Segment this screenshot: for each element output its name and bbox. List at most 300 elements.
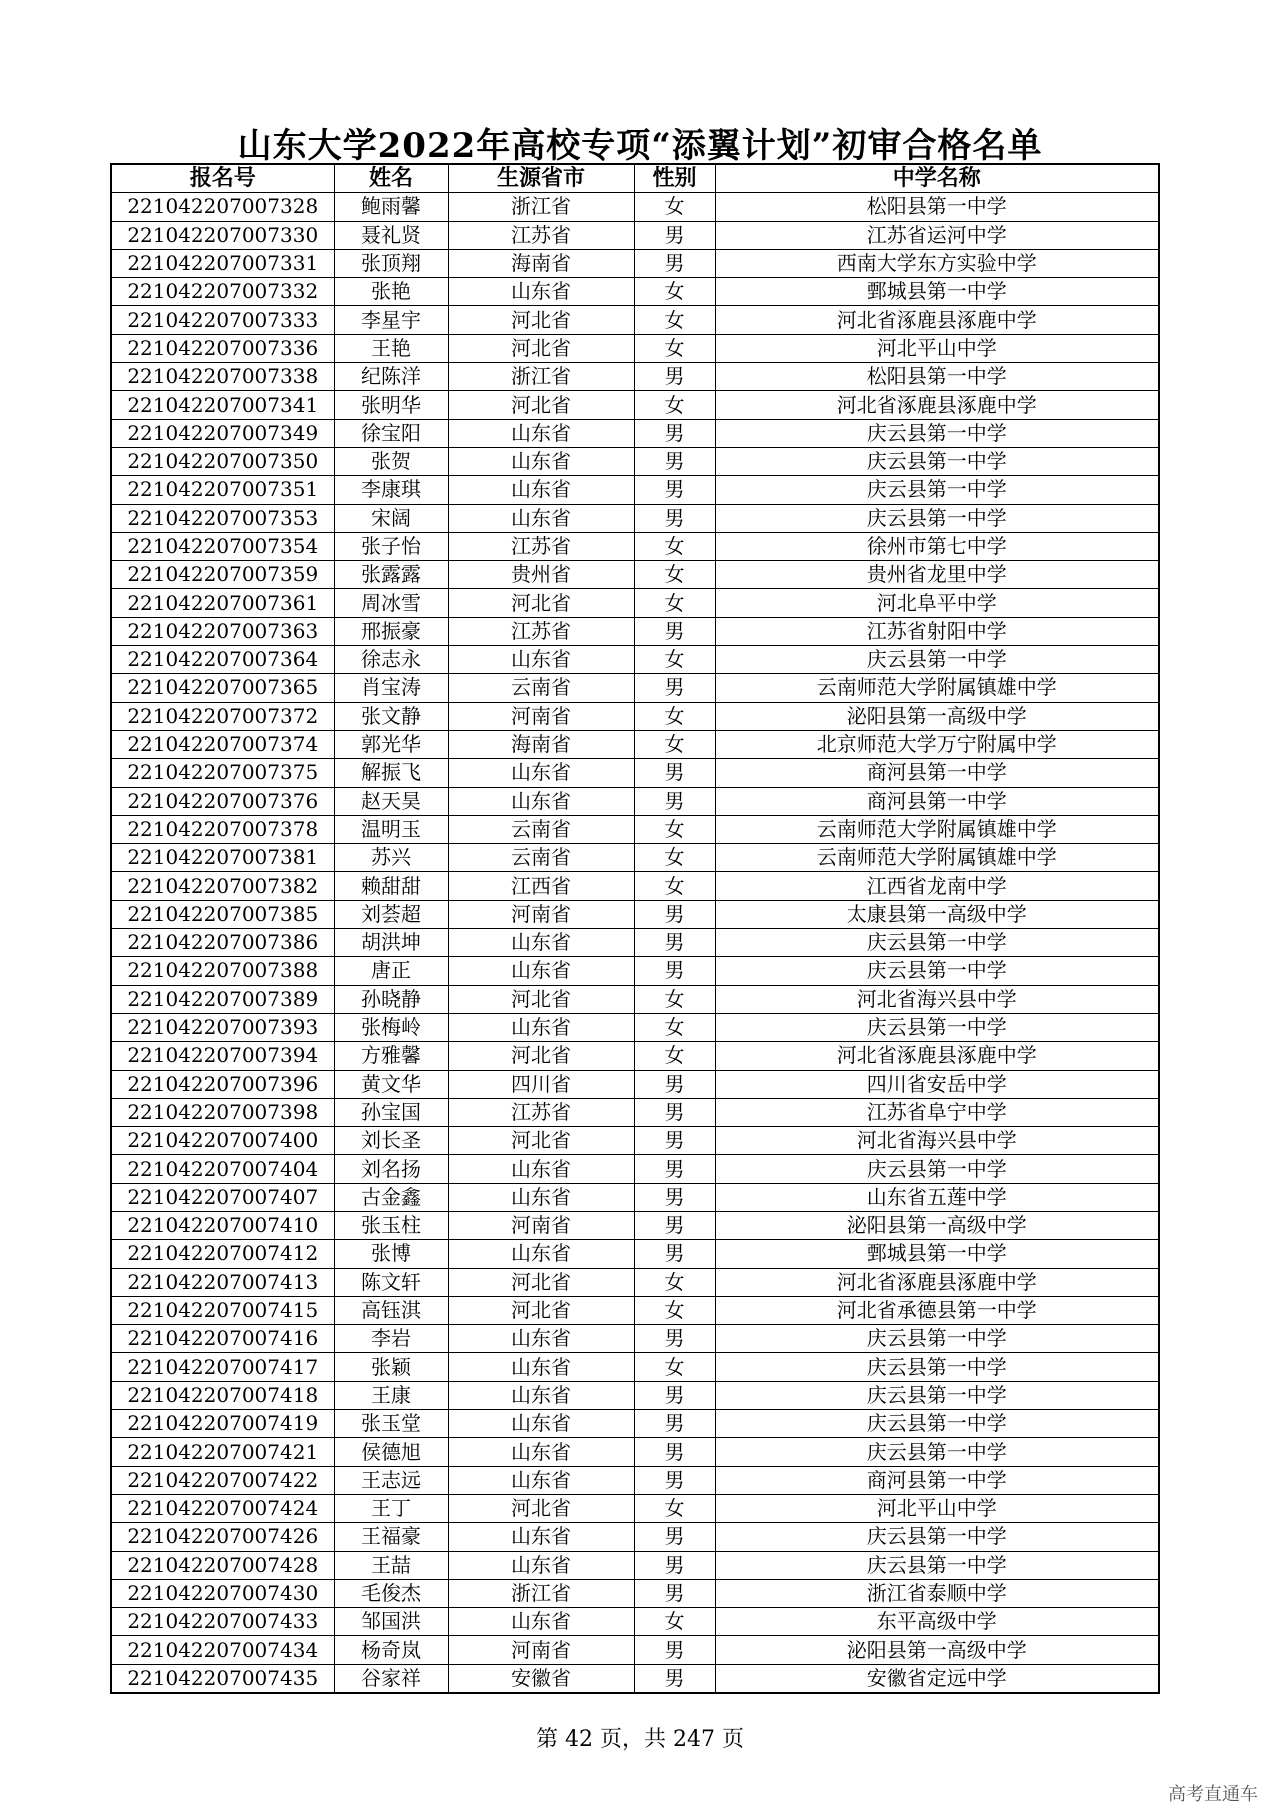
cell-school: 庆云县第一中学 [715,929,1159,957]
cell-gender: 男 [634,1098,715,1126]
cell-gender: 男 [634,1551,715,1579]
cell-registration-no: 221042207007434 [111,1636,334,1664]
cell-province: 山东省 [448,1551,634,1579]
cell-gender: 男 [634,759,715,787]
table-row [111,306,1159,334]
cell-registration-no: 221042207007418 [111,1381,334,1409]
cell-gender: 女 [634,844,715,872]
cell-school: 庆云县第一中学 [715,1551,1159,1579]
table-row [111,1438,1159,1466]
cell-name: 谷家祥 [334,1664,448,1693]
cell-school: 安徽省定远中学 [715,1664,1159,1693]
cell-registration-no: 221042207007400 [111,1127,334,1155]
cell-name: 古金鑫 [334,1183,448,1211]
cell-school: 徐州市第七中学 [715,532,1159,560]
cell-school: 河北平山中学 [715,334,1159,362]
cell-name: 王康 [334,1381,448,1409]
cell-school: 太康县第一高级中学 [715,900,1159,928]
cell-registration-no: 221042207007398 [111,1098,334,1126]
cell-school: 庆云县第一中学 [715,1013,1159,1041]
cell-registration-no: 221042207007396 [111,1070,334,1098]
cell-province: 山东省 [448,1466,634,1494]
cell-province: 山东省 [448,1183,634,1211]
cell-gender: 男 [634,900,715,928]
cell-school: 庆云县第一中学 [715,1325,1159,1353]
cell-gender: 男 [634,674,715,702]
cell-school: 庆云县第一中学 [715,1353,1159,1381]
cell-school: 商河县第一中学 [715,1466,1159,1494]
cell-gender: 男 [634,221,715,249]
cell-gender: 男 [634,787,715,815]
cell-school: 庆云县第一中学 [715,447,1159,475]
cell-province: 山东省 [448,419,634,447]
cell-registration-no: 221042207007416 [111,1325,334,1353]
cell-school: 云南师范大学附属镇雄中学 [715,815,1159,843]
cell-name: 苏兴 [334,844,448,872]
cell-registration-no: 221042207007359 [111,561,334,589]
cell-school: 河北省涿鹿县涿鹿中学 [715,391,1159,419]
cell-province: 山东省 [448,1438,634,1466]
cell-gender: 男 [634,1127,715,1155]
cell-province: 山东省 [448,1608,634,1636]
cell-registration-no: 221042207007361 [111,589,334,617]
cell-gender: 男 [634,1381,715,1409]
table-row [111,702,1159,730]
cell-province: 河南省 [448,1211,634,1239]
cell-school: 泌阳县第一高级中学 [715,1211,1159,1239]
table-row [111,1042,1159,1070]
cell-province: 贵州省 [448,561,634,589]
cell-registration-no: 221042207007389 [111,985,334,1013]
cell-province: 江苏省 [448,532,634,560]
cell-registration-no: 221042207007385 [111,900,334,928]
cell-registration-no: 221042207007435 [111,1664,334,1693]
cell-name: 李岩 [334,1325,448,1353]
table-row [111,1183,1159,1211]
cell-registration-no: 221042207007410 [111,1211,334,1239]
cell-province: 云南省 [448,844,634,872]
cell-gender: 女 [634,646,715,674]
cell-gender: 男 [634,929,715,957]
table-row [111,1551,1159,1579]
cell-province: 山东省 [448,1381,634,1409]
cell-name: 纪陈洋 [334,363,448,391]
cell-gender: 女 [634,730,715,758]
table-row [111,985,1159,1013]
cell-registration-no: 221042207007328 [111,193,334,221]
cell-name: 张子怡 [334,532,448,560]
cell-name: 孙宝国 [334,1098,448,1126]
table-row [111,646,1159,674]
cell-name: 张颖 [334,1353,448,1381]
cell-name: 张梅岭 [334,1013,448,1041]
table-row [111,391,1159,419]
table-row [111,1013,1159,1041]
cell-province: 山东省 [448,929,634,957]
cell-province: 江西省 [448,872,634,900]
cell-province: 海南省 [448,730,634,758]
table-row [111,249,1159,277]
cell-name: 张文静 [334,702,448,730]
cell-name: 王艳 [334,334,448,362]
cell-name: 王喆 [334,1551,448,1579]
cell-province: 山东省 [448,1013,634,1041]
column-header-gender: 性别 [634,164,715,193]
cell-gender: 女 [634,815,715,843]
cell-school: 商河县第一中学 [715,787,1159,815]
cell-school: 河北省涿鹿县涿鹿中学 [715,1268,1159,1296]
cell-name: 邹国洪 [334,1608,448,1636]
cell-gender: 男 [634,1155,715,1183]
table-row [111,1353,1159,1381]
cell-province: 山东省 [448,957,634,985]
table-row [111,221,1159,249]
cell-province: 海南省 [448,249,634,277]
cell-school: 河北省涿鹿县涿鹿中学 [715,1042,1159,1070]
page-footer: 第 42 页，共 247 页 [536,1727,744,1752]
cell-gender: 男 [634,957,715,985]
cell-province: 河北省 [448,391,634,419]
cell-registration-no: 221042207007353 [111,504,334,532]
table-row [111,1523,1159,1551]
cell-school: 鄄城县第一中学 [715,1240,1159,1268]
cell-province: 山东省 [448,278,634,306]
table-row [111,957,1159,985]
cell-gender: 男 [634,1664,715,1693]
cell-gender: 女 [634,985,715,1013]
cell-school: 云南师范大学附属镇雄中学 [715,844,1159,872]
cell-province: 山东省 [448,759,634,787]
cell-province: 江苏省 [448,221,634,249]
cell-name: 王福豪 [334,1523,448,1551]
table-row [111,759,1159,787]
cell-registration-no: 221042207007350 [111,447,334,475]
table-row [111,1466,1159,1494]
cell-province: 山东省 [448,1523,634,1551]
cell-name: 郭光华 [334,730,448,758]
table-row [111,1410,1159,1438]
cell-gender: 男 [634,447,715,475]
cell-gender: 女 [634,532,715,560]
cell-school: 河北省海兴县中学 [715,1127,1159,1155]
cell-registration-no: 221042207007422 [111,1466,334,1494]
cell-gender: 女 [634,1042,715,1070]
cell-gender: 男 [634,1438,715,1466]
cell-school: 庆云县第一中学 [715,957,1159,985]
cell-registration-no: 221042207007415 [111,1296,334,1324]
cell-province: 山东省 [448,1410,634,1438]
cell-province: 山东省 [448,787,634,815]
cell-school: 鄄城县第一中学 [715,278,1159,306]
table-row [111,844,1159,872]
cell-name: 张露露 [334,561,448,589]
cell-registration-no: 221042207007376 [111,787,334,815]
cell-school: 庆云县第一中学 [715,504,1159,532]
cell-gender: 女 [634,391,715,419]
table-row [111,1608,1159,1636]
cell-school: 泌阳县第一高级中学 [715,702,1159,730]
cell-province: 江苏省 [448,617,634,645]
cell-gender: 男 [634,1523,715,1551]
cell-name: 宋阔 [334,504,448,532]
cell-registration-no: 221042207007419 [111,1410,334,1438]
cell-gender: 女 [634,1353,715,1381]
cell-province: 云南省 [448,815,634,843]
table-row [111,872,1159,900]
cell-province: 山东省 [448,646,634,674]
table-row [111,617,1159,645]
cell-province: 河北省 [448,1268,634,1296]
cell-registration-no: 221042207007365 [111,674,334,702]
cell-registration-no: 221042207007381 [111,844,334,872]
cell-registration-no: 221042207007417 [111,1353,334,1381]
cell-name: 黄文华 [334,1070,448,1098]
cell-province: 浙江省 [448,1579,634,1607]
table-row [111,1098,1159,1126]
table-row [111,1070,1159,1098]
cell-school: 山东省五莲中学 [715,1183,1159,1211]
table-row [111,589,1159,617]
cell-gender: 男 [634,249,715,277]
table-row [111,1155,1159,1183]
cell-name: 张明华 [334,391,448,419]
cell-registration-no: 221042207007404 [111,1155,334,1183]
cell-province: 四川省 [448,1070,634,1098]
table-body [111,193,1159,1693]
cell-province: 云南省 [448,674,634,702]
table-row [111,561,1159,589]
table-row [111,1664,1159,1693]
table-row [111,1296,1159,1324]
cell-province: 河北省 [448,1494,634,1522]
table-row [111,476,1159,504]
table-row [111,674,1159,702]
cell-registration-no: 221042207007386 [111,929,334,957]
cell-gender: 女 [634,1494,715,1522]
column-header-school: 中学名称 [715,164,1159,193]
cell-gender: 男 [634,617,715,645]
cell-province: 山东省 [448,1240,634,1268]
cell-registration-no: 221042207007332 [111,278,334,306]
cell-name: 胡洪坤 [334,929,448,957]
cell-registration-no: 221042207007354 [111,532,334,560]
cell-name: 李星宇 [334,306,448,334]
cell-name: 李康琪 [334,476,448,504]
table-row [111,815,1159,843]
roster-table [110,163,1160,1694]
cell-province: 山东省 [448,476,634,504]
cell-province: 浙江省 [448,363,634,391]
table-row [111,447,1159,475]
cell-gender: 男 [634,1325,715,1353]
cell-registration-no: 221042207007394 [111,1042,334,1070]
cell-registration-no: 221042207007331 [111,249,334,277]
table-row [111,419,1159,447]
cell-name: 张玉堂 [334,1410,448,1438]
cell-name: 张顶翔 [334,249,448,277]
cell-registration-no: 221042207007378 [111,815,334,843]
cell-gender: 女 [634,1268,715,1296]
cell-registration-no: 221042207007393 [111,1013,334,1041]
cell-name: 赖甜甜 [334,872,448,900]
cell-registration-no: 221042207007421 [111,1438,334,1466]
cell-name: 王丁 [334,1494,448,1522]
cell-gender: 女 [634,1296,715,1324]
table-row [111,1325,1159,1353]
cell-name: 侯德旭 [334,1438,448,1466]
column-header-name: 姓名 [334,164,448,193]
cell-gender: 女 [634,702,715,730]
cell-name: 徐志永 [334,646,448,674]
cell-school: 河北阜平中学 [715,589,1159,617]
cell-gender: 男 [634,363,715,391]
cell-name: 温明玉 [334,815,448,843]
table-row [111,1211,1159,1239]
cell-name: 毛俊杰 [334,1579,448,1607]
cell-province: 河北省 [448,306,634,334]
cell-province: 河北省 [448,985,634,1013]
cell-school: 江苏省阜宁中学 [715,1098,1159,1126]
table-row [111,193,1159,221]
cell-registration-no: 221042207007433 [111,1608,334,1636]
cell-province: 山东省 [448,1325,634,1353]
cell-province: 河北省 [448,1296,634,1324]
cell-school: 庆云县第一中学 [715,1523,1159,1551]
table-row [111,730,1159,758]
cell-registration-no: 221042207007388 [111,957,334,985]
cell-school: 庆云县第一中学 [715,419,1159,447]
cell-registration-no: 221042207007412 [111,1240,334,1268]
cell-gender: 男 [634,1636,715,1664]
cell-gender: 男 [634,504,715,532]
cell-name: 周冰雪 [334,589,448,617]
cell-gender: 女 [634,193,715,221]
cell-school: 河北省承德县第一中学 [715,1296,1159,1324]
cell-registration-no: 221042207007413 [111,1268,334,1296]
cell-gender: 女 [634,561,715,589]
cell-school: 庆云县第一中学 [715,1410,1159,1438]
cell-name: 邢振豪 [334,617,448,645]
cell-registration-no: 221042207007363 [111,617,334,645]
cell-registration-no: 221042207007374 [111,730,334,758]
cell-registration-no: 221042207007424 [111,1494,334,1522]
cell-province: 河南省 [448,1636,634,1664]
cell-gender: 男 [634,1240,715,1268]
cell-registration-no: 221042207007333 [111,306,334,334]
table-row [111,1579,1159,1607]
cell-province: 河南省 [448,900,634,928]
table-header-row [111,164,1159,193]
cell-gender: 男 [634,476,715,504]
cell-school: 江西省龙南中学 [715,872,1159,900]
cell-school: 庆云县第一中学 [715,1381,1159,1409]
cell-gender: 女 [634,306,715,334]
cell-name: 陈文轩 [334,1268,448,1296]
cell-school: 庆云县第一中学 [715,1155,1159,1183]
cell-school: 贵州省龙里中学 [715,561,1159,589]
cell-registration-no: 221042207007407 [111,1183,334,1211]
cell-registration-no: 221042207007351 [111,476,334,504]
cell-name: 王志远 [334,1466,448,1494]
table-row [111,278,1159,306]
table-row [111,363,1159,391]
cell-registration-no: 221042207007349 [111,419,334,447]
cell-province: 河北省 [448,1127,634,1155]
watermark: 高考直通车 [1168,1784,1258,1805]
cell-gender: 男 [634,1466,715,1494]
cell-registration-no: 221042207007430 [111,1579,334,1607]
cell-name: 肖宝涛 [334,674,448,702]
cell-school: 东平高级中学 [715,1608,1159,1636]
cell-name: 聂礼贤 [334,221,448,249]
cell-school: 云南师范大学附属镇雄中学 [715,674,1159,702]
table-row [111,1127,1159,1155]
cell-school: 庆云县第一中学 [715,646,1159,674]
cell-school: 西南大学东方实验中学 [715,249,1159,277]
cell-name: 张博 [334,1240,448,1268]
cell-name: 赵天昊 [334,787,448,815]
cell-name: 刘长圣 [334,1127,448,1155]
cell-province: 山东省 [448,447,634,475]
table-row [111,1494,1159,1522]
cell-school: 商河县第一中学 [715,759,1159,787]
cell-gender: 女 [634,1013,715,1041]
table-row [111,929,1159,957]
cell-school: 泌阳县第一高级中学 [715,1636,1159,1664]
cell-school: 松阳县第一中学 [715,363,1159,391]
cell-registration-no: 221042207007426 [111,1523,334,1551]
cell-registration-no: 221042207007338 [111,363,334,391]
cell-province: 河北省 [448,1042,634,1070]
cell-name: 张玉柱 [334,1211,448,1239]
table-row [111,787,1159,815]
table-row [111,1381,1159,1409]
cell-school: 庆云县第一中学 [715,1438,1159,1466]
cell-gender: 女 [634,334,715,362]
cell-name: 杨奇岚 [334,1636,448,1664]
table-row [111,900,1159,928]
cell-province: 山东省 [448,1155,634,1183]
cell-province: 安徽省 [448,1664,634,1693]
cell-gender: 男 [634,1070,715,1098]
cell-school: 北京师范大学万宁附属中学 [715,730,1159,758]
cell-gender: 女 [634,278,715,306]
cell-gender: 男 [634,419,715,447]
cell-province: 山东省 [448,1353,634,1381]
column-header-province: 生源省市 [448,164,634,193]
cell-registration-no: 221042207007382 [111,872,334,900]
cell-gender: 男 [634,1211,715,1239]
cell-school: 江苏省运河中学 [715,221,1159,249]
cell-name: 孙晓静 [334,985,448,1013]
cell-school: 河北平山中学 [715,1494,1159,1522]
table-row [111,1268,1159,1296]
cell-province: 浙江省 [448,193,634,221]
table-row [111,504,1159,532]
cell-school: 庆云县第一中学 [715,476,1159,504]
cell-school: 河北省涿鹿县涿鹿中学 [715,306,1159,334]
cell-name: 刘荟超 [334,900,448,928]
cell-school: 浙江省泰顺中学 [715,1579,1159,1607]
cell-gender: 男 [634,1579,715,1607]
cell-school: 松阳县第一中学 [715,193,1159,221]
cell-name: 张艳 [334,278,448,306]
cell-registration-no: 221042207007428 [111,1551,334,1579]
cell-name: 鲍雨馨 [334,193,448,221]
cell-name: 刘名扬 [334,1155,448,1183]
cell-province: 山东省 [448,504,634,532]
cell-school: 江苏省射阳中学 [715,617,1159,645]
